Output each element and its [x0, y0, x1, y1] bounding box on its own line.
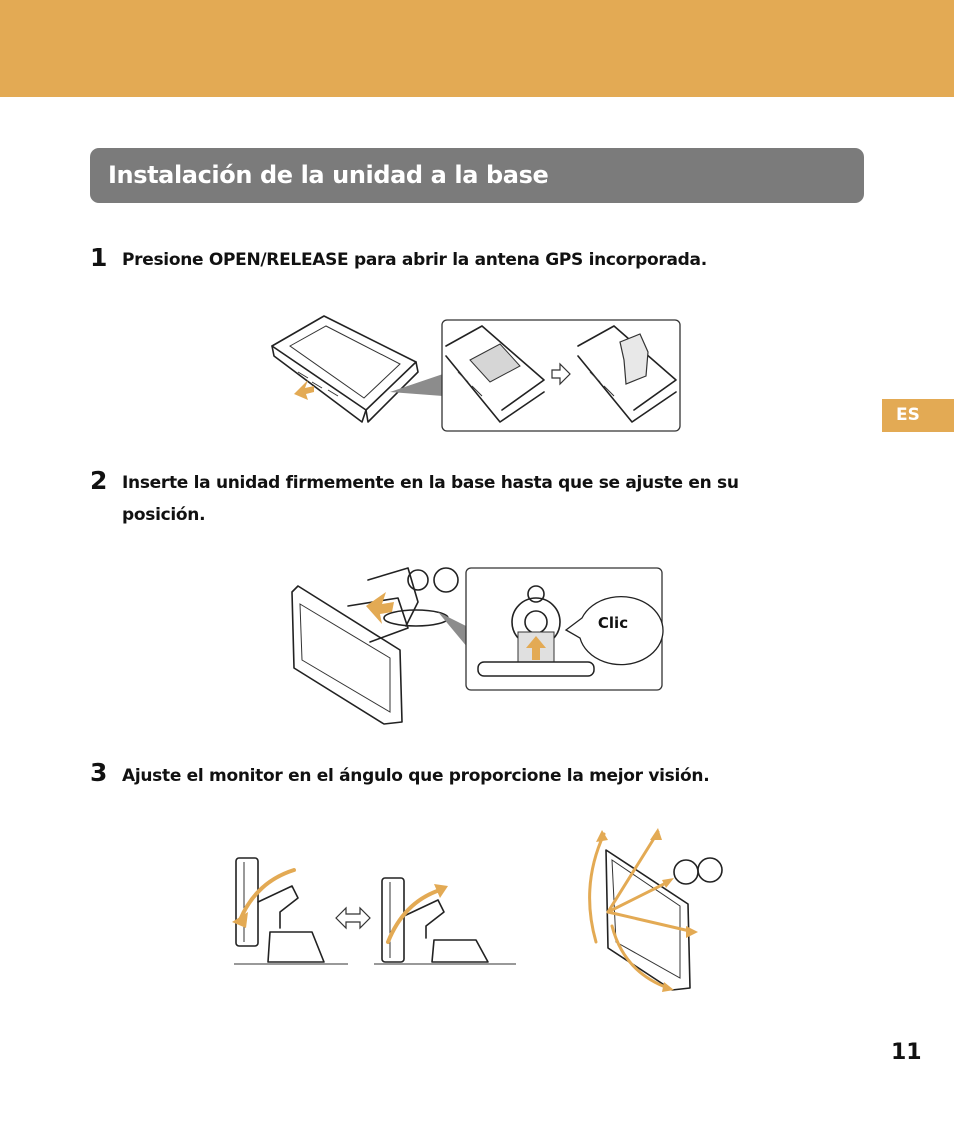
tilt-back-illustration: [232, 858, 348, 964]
step-2-text: Inserte la unidad firmemente en la base hasta que se ajuste en su posición.: [122, 473, 739, 525]
step-3-text: Ajuste el monitor en el ángulo que proporcione la mejor visión.: [122, 766, 710, 786]
double-arrow-icon: [336, 908, 370, 928]
step-3-illustration: [228, 826, 728, 996]
rotate-illustration: [590, 828, 722, 992]
step-2-illustration: [288, 562, 668, 730]
header-band: [0, 0, 954, 97]
step-1-illustration: [268, 312, 688, 437]
insert-arrow-icon: [366, 592, 394, 624]
section-header: [90, 148, 864, 203]
step-2-number: 2: [90, 466, 108, 495]
gps-device-illustration: [272, 316, 418, 422]
step-1-text: Presione OPEN/RELEASE para abrir la antena GPS incorporada.: [122, 250, 707, 270]
step-1-number: 1: [90, 243, 108, 272]
section-title: Instalación de la unidad a la base: [108, 161, 549, 189]
language-tab: ES: [882, 399, 954, 432]
click-label: Clic: [597, 614, 629, 632]
page-number: 11: [891, 1040, 922, 1065]
step-3-number: 3: [90, 758, 108, 787]
cradle-device-illustration: [292, 568, 458, 724]
tilt-forward-illustration: [374, 878, 516, 964]
